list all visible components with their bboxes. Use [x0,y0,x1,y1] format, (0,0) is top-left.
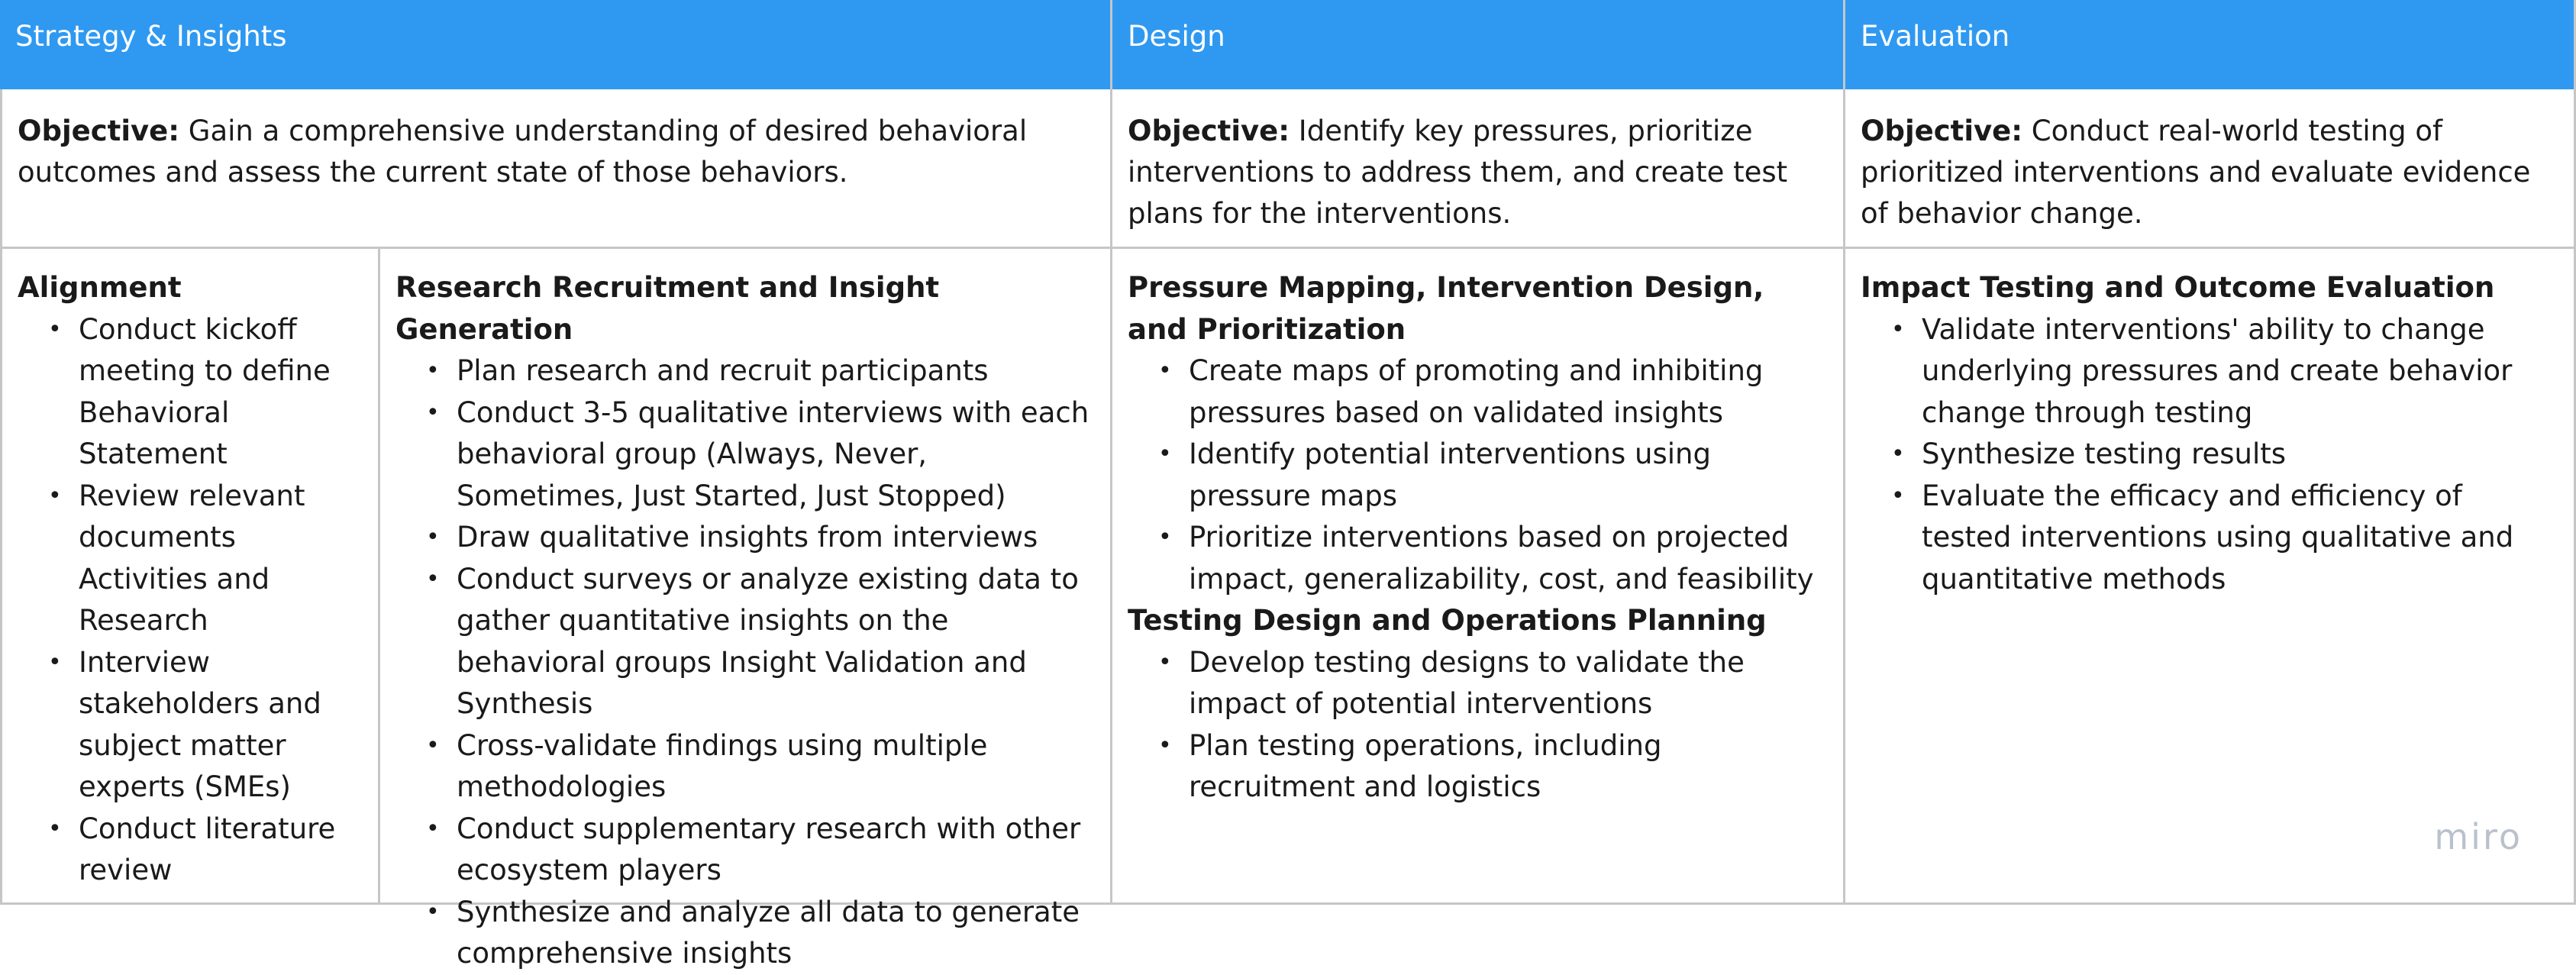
list-item: • Create maps of promoting and inhibiting pressures based on validated insights [1128,350,1828,434]
section-title-research: Research Recruitment and Insight Generation [395,271,940,346]
list-item: • Conduct surveys or analyze existing data to gather quantitative insights on the behavioral groups Insight Validation and Synthesis [395,559,1095,725]
objective-label: Objective: [1861,115,2023,147]
list-item: • Plan research and recruit participants [395,350,1095,392]
objective-strategy [0,89,1112,249]
header-design-label: Design [1128,20,1225,53]
section-title-testing: Testing Design and Operations Planning [1128,604,1767,637]
list-item: • Develop testing designs to validate the impact of potential interventions [1128,642,1828,725]
list-item: • Cross-validate findings using multiple methodologies [395,725,1095,809]
research-list [395,350,1095,975]
section-title-impact: Impact Testing and Outcome Evaluation [1861,271,2495,304]
header-strategy-label: Strategy & Insights [15,20,287,53]
header-evaluation-label: Evaluation [1861,20,2010,53]
pressure-list [1128,350,1828,600]
testing-list [1128,642,1828,809]
objective-label: Objective: [1128,115,1290,147]
list-item: • Synthesize and analyze all data to generate comprehensive insights [395,892,1095,975]
list-item: • Conduct 3-5 qualitative interviews with each behavioral group (Always, Never, Sometimes, Just Started, Just Stopped) [395,392,1095,518]
objective-text: Identify key pressures, prioritize interventions to address them, and create test plans for the interventions. [1128,115,1788,230]
objective-design [1112,89,1845,249]
objective-label: Objective: [18,115,180,147]
list-item: • Evaluate the efficacy and efficiency of tested interventions using qualitative and quantitative methods [1861,476,2558,601]
list-item: • Identify potential interventions using pressure maps [1128,434,1828,517]
list-item: • Draw qualitative insights from interviews [395,517,1095,559]
list-item: • Interview stakeholders and subject matter experts (SMEs) [18,642,363,809]
section-title-pressure: Pressure Mapping, Intervention Design, and Prioritization [1128,271,1764,346]
evaluation-cell [1845,249,2576,905]
alignment-list [18,309,363,892]
objective-text: Conduct real-world testing of prioritized interventions and evaluate evidence of behavior change. [1861,115,2531,230]
objective-text: Gain a comprehensive understanding of desired behavioral outcomes and assess the current state of those behaviors. [18,115,1028,189]
list-item: • Conduct literature review [18,809,363,892]
list-item: • Conduct supplementary research with other ecosystem players [395,809,1095,892]
miro-logo: miro [2434,816,2523,857]
design-cell [1112,249,1845,905]
header-design [1112,0,1845,89]
research-cell [380,249,1112,970]
list-item: • Validate interventions' ability to change underlying pressures and create behavior change through testing [1861,309,2558,434]
list-item: • Plan testing operations, including recruitment and logistics [1128,725,1828,809]
section-title-alignment: Alignment [18,271,182,304]
list-item: • Prioritize interventions based on projected impact, generalizability, cost, and feasibility [1128,517,1828,600]
header-strategy [0,0,1112,89]
header-evaluation [1845,0,2576,89]
list-item: • Conduct kickoff meeting to define Behavioral Statement [18,309,363,476]
impact-list [1861,309,2558,601]
alignment-cell [0,249,380,905]
list-item: • Review relevant documents Activities and Research [18,476,363,642]
objective-evaluation [1845,89,2576,249]
list-item: • Synthesize testing results [1861,434,2558,476]
